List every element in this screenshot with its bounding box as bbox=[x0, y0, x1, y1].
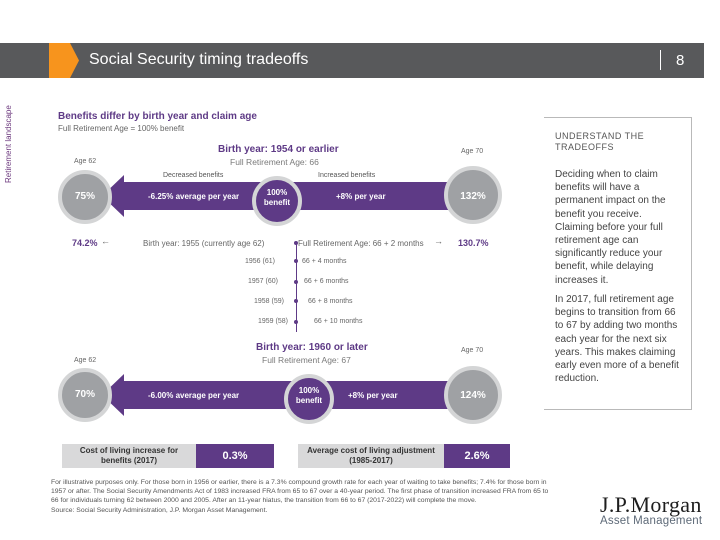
timeline-row-fra: 66 + 6 months bbox=[304, 278, 349, 285]
jpmorgan-logo bbox=[600, 492, 704, 527]
timeline-left-value: 74.2% bbox=[72, 238, 98, 248]
timeline-row-year: 1958 (59) bbox=[254, 298, 284, 305]
timeline-row-year: 1957 (60) bbox=[248, 278, 278, 285]
cola-right-label bbox=[298, 444, 444, 468]
top-age-right: Age 70 bbox=[461, 148, 484, 155]
cola-right-value: 2.6% bbox=[444, 444, 510, 468]
bottom-age-right: Age 70 bbox=[461, 347, 484, 354]
timeline-right-value: 130.7% bbox=[458, 238, 489, 248]
timeline-left-arrow-icon: ← bbox=[101, 236, 110, 246]
timeline-dot bbox=[294, 299, 298, 303]
timeline-line bbox=[296, 244, 297, 332]
top-birth-year: Birth year: 1954 or earlier bbox=[218, 144, 339, 155]
page-title: Social Security timing tradeoffs bbox=[89, 51, 309, 68]
top-left-pct: 75% bbox=[74, 191, 95, 202]
timeline-row-fra: 66 + 8 months bbox=[308, 298, 353, 305]
chart-title: Benefits differ by birth year and claim age bbox=[58, 111, 257, 122]
bottom-birth-year: Birth year: 1960 or later bbox=[256, 342, 368, 353]
timeline-dot bbox=[294, 280, 298, 284]
cola-left-label bbox=[62, 444, 196, 468]
side-section-text: Retirement landscape bbox=[4, 105, 13, 183]
tradeoffs-para-2: In 2017, full retirement age begins to transition from 66 to 67 by adding two months each year for the next six years. This makes claiming early even more of a benefit reduction. bbox=[555, 294, 679, 385]
tradeoffs-para-1: Deciding when to claim benefits will have a permanent impact on the benefit you receive. Claiming before your full retirement age can significantly reduce your benefit, while delaying increases it. bbox=[555, 169, 666, 286]
bottom-center-label bbox=[284, 386, 334, 406]
cola-left-value: 0.3% bbox=[196, 444, 274, 468]
page-number: 8 bbox=[676, 52, 685, 69]
bottom-fra: Full Retirement Age: 67 bbox=[262, 355, 351, 365]
top-decreased-label: Decreased benefits bbox=[163, 172, 224, 179]
timeline-dot bbox=[294, 259, 298, 263]
top-fra: Full Retirement Age: 66 bbox=[230, 157, 319, 167]
chart-subtitle: Full Retirement Age = 100% benefit bbox=[58, 124, 185, 133]
bottom-right-pct: 124% bbox=[460, 390, 486, 401]
bottom-age-left: Age 62 bbox=[74, 357, 97, 364]
logo-name: J.P.Morgan bbox=[600, 492, 702, 517]
timeline-row-year: 1956 (61) bbox=[245, 258, 275, 265]
top-center-line1: 100% bbox=[266, 188, 288, 197]
timeline-fra-label: Full Retirement Age: 66 + 2 months bbox=[298, 239, 424, 248]
bottom-right-rate: +8% per year bbox=[348, 391, 398, 400]
bottom-center-line1: 100% bbox=[298, 386, 320, 395]
cola-right-label-line2: (1985-2017) bbox=[349, 456, 393, 465]
tradeoffs-heading: UNDERSTAND THE TRADEOFFS bbox=[555, 131, 645, 152]
logo-subtitle: Asset Management bbox=[600, 515, 703, 527]
footnote bbox=[51, 478, 551, 515]
top-left-rate: -6.25% average per year bbox=[148, 192, 240, 201]
bottom-center-line2: benefit bbox=[295, 396, 323, 405]
top-center-line2: benefit bbox=[263, 198, 291, 207]
timeline-row-fra: 66 + 4 months bbox=[302, 258, 347, 265]
top-right-pct: 132% bbox=[460, 191, 486, 202]
timeline-dot bbox=[294, 241, 298, 245]
timeline-right-arrow-icon: → bbox=[434, 236, 443, 246]
timeline-birth-label: Birth year: 1955 (currently age 62) bbox=[143, 239, 265, 248]
top-increased-label: Increased benefits bbox=[318, 172, 376, 179]
footnote-source: Source: Social Security Administration, J.P. Morgan Asset Management. bbox=[51, 506, 268, 514]
side-section-label bbox=[2, 85, 16, 185]
footnote-text: For illustrative purposes only. For those born in 1956 or earlier, there is a 7.3% compound growth rate for each year of waiting to take benefits; 7.4% for those born in 1957 or after. The Social Security Amendments Act of 1983 increased FRA from 65 to 67 over a 40-year period. The first phase of transition increased FRA from 65 to 66 for individuals turning 62 between 2000 and 2005. After an 11-year hiatus, the transition from 66 to 67 (2017-2022) will complete the move. bbox=[51, 479, 549, 505]
cola-left-label-line1: Cost of living increase for bbox=[79, 446, 179, 455]
bottom-left-pct: 70% bbox=[74, 389, 95, 400]
top-center-label bbox=[252, 188, 302, 208]
top-right-rate: +8% per year bbox=[336, 192, 386, 201]
cola-left-label-line2: benefits (2017) bbox=[100, 456, 158, 465]
timeline-row-fra: 66 + 10 months bbox=[314, 318, 363, 325]
top-age-left: Age 62 bbox=[74, 158, 97, 165]
bottom-left-rate: -6.00% average per year bbox=[148, 391, 240, 400]
timeline-row-year: 1959 (58) bbox=[258, 318, 288, 325]
cola-right-label-line1: Average cost of living adjustment bbox=[307, 446, 435, 455]
header-divider bbox=[660, 50, 661, 70]
timeline-dot bbox=[294, 320, 298, 324]
